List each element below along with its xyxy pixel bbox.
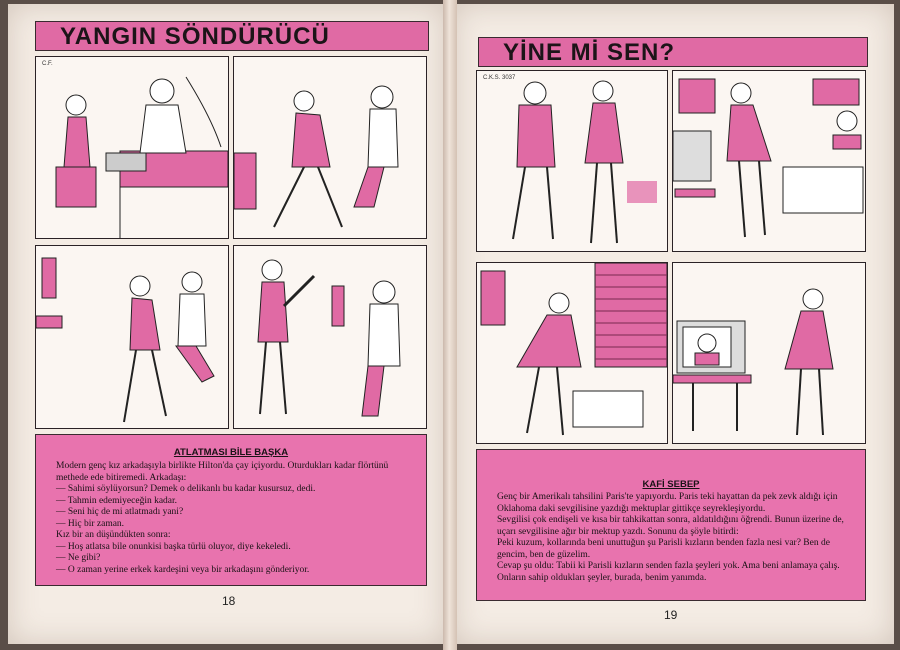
right-title-bar: [478, 37, 868, 67]
left-page-title: YANGIN SÖNDÜRÜCÜ: [60, 23, 330, 50]
comic-panel-7: [476, 262, 668, 444]
comic-panel-8: [672, 262, 866, 444]
tv-face-illustration: [673, 263, 865, 443]
comic-panel-5: [476, 70, 668, 252]
right-story-body: [497, 492, 849, 584]
story-line: — Hiç bir zaman.: [56, 518, 125, 529]
comic-panel-2: [233, 56, 427, 239]
chase-scene-illustration: [234, 57, 426, 238]
left-story-heading: ATLATMASI BİLE BAŞKA: [173, 447, 289, 458]
comic-panel-3: [35, 245, 229, 429]
story-line: Peki kuzum, kollarında beni unuttuğun şu Parisli kızların benden fazla nesi var? Ben de: [497, 538, 830, 548]
story-line: methede ede bitiremedi. Arkadaşı:: [56, 472, 187, 483]
story-line: — O zaman yerine erkek kardeşini veya bir arkadaşını gönderiyor.: [56, 564, 310, 575]
story-line: Sevgilisi çok endişeli ve kısa bir tahkikattan sonra, aldatıldığını öğrendi. Bunun üzerine de,: [497, 515, 844, 525]
story-line: Cevap şu oldu: Tabii ki Parisli kızların senden fazla şeyleri yok. Ama beni anlamaya çalış.: [497, 561, 840, 571]
right-story-heading: KAFİ SEBEP: [642, 479, 700, 490]
story-line: Oklahoma daki sevgilisine yazdığı mektuplar gittikçe seyrekleşiyordu.: [497, 503, 766, 514]
left-title-bar: [35, 21, 429, 51]
book-gutter: [443, 0, 457, 650]
right-page-title: YİNE Mİ SEN?: [503, 39, 676, 66]
left-text-box: [35, 434, 427, 586]
left-story-body: [56, 461, 410, 576]
story-line: — Ne gibi?: [56, 553, 101, 563]
tv-room-illustration: [673, 71, 865, 251]
left-page-number: 18: [222, 594, 236, 608]
soaked-man-illustration: [234, 246, 426, 428]
right-page-number: 19: [664, 608, 678, 622]
story-line: Genç bir Amerikalı tahsilini Paris'te yapıyordu. Paris teki hayattan da pek zevk aldığı için: [497, 492, 838, 502]
living-room-illustration: [477, 263, 667, 443]
story-line: Modern genç kız arkadaşıyla birlikte Hilton'da çay içiyordu. Oturdukları kadar flörtünü: [56, 461, 389, 471]
story-line: — Tahmin edemiyeceğin kadar.: [56, 495, 178, 506]
story-line: uçarı sevgilisine ağır bir mektup yazdı. Sonunu da şöyle bitirdi:: [497, 526, 739, 537]
street-encounter-illustration: [477, 71, 667, 251]
story-line: — Sahimi söylüyorsun? Demek o delikanlı bu kadar kusursuz, dedi.: [56, 484, 316, 494]
story-line: Onların sahip oldukları şeyler, burada, benim yanımda.: [497, 572, 707, 583]
extinguisher-scene-illustration: [36, 246, 228, 428]
comic-panel-4: [233, 245, 427, 429]
svg-text:C.K.S. 3037: C.K.S. 3037: [483, 75, 516, 81]
comic-panel-6: [672, 70, 866, 252]
office-scene-illustration: [36, 57, 228, 238]
right-text-box: [476, 449, 866, 601]
comic-panel-1: [35, 56, 229, 239]
story-line: — Seni hiç de mi atlatmadı yani?: [56, 507, 184, 517]
story-line: Kız bir an düşündükten sonra:: [56, 530, 171, 540]
story-line: gencim, ben de güzelim.: [497, 549, 591, 560]
svg-text:C.F.: C.F.: [42, 61, 53, 67]
story-line: — Hoş atlatsa bile onunkisi başka türlü oluyor, diye kekeledi.: [56, 541, 291, 552]
